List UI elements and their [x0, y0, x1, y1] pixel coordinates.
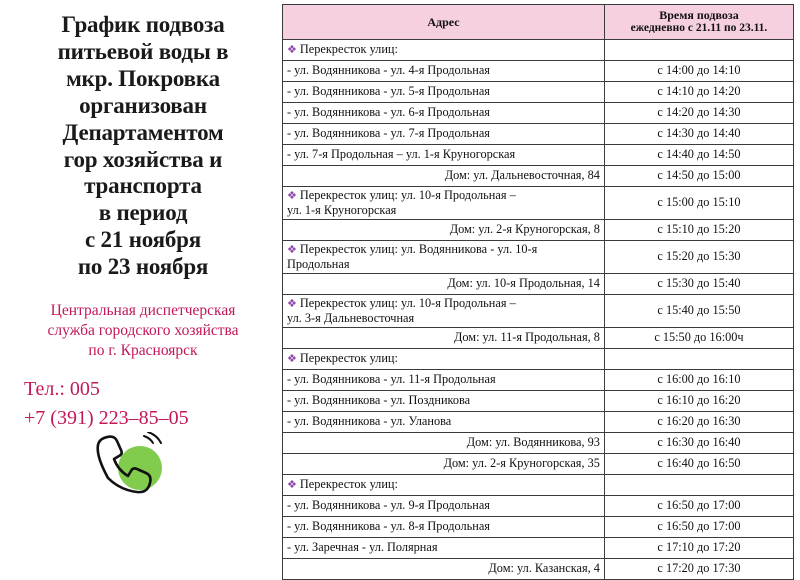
address-cell: - ул. Водянникова - ул. Поздникова — [283, 390, 605, 411]
table-row — [283, 165, 794, 186]
time-cell: с 16:00 до 16:10 — [604, 369, 793, 390]
address-cell: Дом: ул. 2-я Круногорская, 35 — [283, 453, 605, 474]
address-text: Перекресток улиц: — [299, 350, 398, 365]
address-cell: Дом: ул. 11-я Продольная, 8 — [283, 327, 605, 348]
table-row — [283, 219, 794, 240]
address-cell: - ул. Водянникова - ул. 5-я Продольная — [283, 81, 605, 102]
time-cell: с 16:20 до 16:30 — [604, 411, 793, 432]
time-cell: с 16:50 до 17:00 — [604, 516, 793, 537]
address-text-line2: ул. 1-я Круногорская — [287, 202, 397, 217]
table-row — [283, 516, 794, 537]
headline-line: организован — [79, 92, 207, 118]
address-text-line2: Продольная — [287, 256, 350, 271]
time-cell: с 14:30 до 14:40 — [604, 123, 793, 144]
bullet-icon: ❖ — [287, 297, 297, 310]
address-cell: Дом: ул. Дальневосточная, 84 — [283, 165, 605, 186]
table-row — [283, 474, 794, 495]
table-header-row — [283, 5, 794, 40]
page-title — [14, 12, 272, 281]
table-row — [283, 240, 794, 273]
headline-line: с 21 ноября — [84, 227, 201, 253]
address-text: Перекресток улиц: ул. Водянникова - ул. 10-я — [299, 241, 538, 256]
headline-line: транспорта — [84, 173, 202, 199]
headline-line: гор хозяйства и — [63, 146, 223, 172]
table-row — [283, 273, 794, 294]
table-row — [283, 369, 794, 390]
headline-line: Департаментом — [62, 119, 224, 145]
address-text: Перекресток улиц: ул. 10-я Продольная – — [299, 187, 516, 202]
address-cell — [283, 294, 605, 327]
headline-line: График подвоза — [61, 12, 225, 37]
time-cell: с 17:20 до 17:30 — [604, 558, 793, 579]
time-cell: с 14:50 до 15:00 — [604, 165, 793, 186]
address-cell: - ул. Заречная - ул. Полярная — [283, 537, 605, 558]
time-cell: с 14:20 до 14:30 — [604, 102, 793, 123]
time-cell: с 16:50 до 17:00 — [604, 495, 793, 516]
address-cell — [283, 39, 605, 60]
table-row — [283, 348, 794, 369]
table-row — [283, 144, 794, 165]
time-cell: с 16:40 до 16:50 — [604, 453, 793, 474]
time-cell — [604, 39, 793, 60]
address-cell — [283, 474, 605, 495]
address-cell: Дом: ул. Казанская, 4 — [283, 558, 605, 579]
address-cell: - ул. 7-я Продольная – ул. 1-я Круногорская — [283, 144, 605, 165]
address-cell: - ул. Водянникова - ул. 6-я Продольная — [283, 102, 605, 123]
time-cell: с 15:10 до 15:20 — [604, 219, 793, 240]
time-cell: с 15:50 до 16:00ч — [604, 327, 793, 348]
schedule-table — [282, 4, 794, 580]
schedule-panel — [282, 0, 800, 576]
bullet-icon: ❖ — [287, 478, 297, 491]
dispatch-line: по г. Красноярск — [88, 341, 198, 359]
table-row — [283, 186, 794, 219]
address-cell — [283, 348, 605, 369]
column-header-time — [604, 5, 793, 40]
table-row — [283, 327, 794, 348]
address-cell: - ул. Водянникова - ул. Уланова — [283, 411, 605, 432]
time-cell: с 14:10 до 14:20 — [604, 81, 793, 102]
time-cell: с 15:30 до 15:40 — [604, 273, 793, 294]
headline-line: мкр. Покровка — [66, 65, 220, 91]
address-cell: Дом: ул. Водянникова, 93 — [283, 432, 605, 453]
address-text: Перекресток улиц: — [299, 42, 398, 57]
address-cell: - ул. Водянникова - ул. 9-я Продольная — [283, 495, 605, 516]
bullet-icon: ❖ — [287, 243, 297, 256]
dispatch-service-text — [14, 301, 272, 360]
time-cell: с 17:10 до 17:20 — [604, 537, 793, 558]
address-cell: - ул. Водянникова - ул. 4-я Продольная — [283, 60, 605, 81]
table-row — [283, 39, 794, 60]
time-cell: с 15:20 до 15:30 — [604, 240, 793, 273]
time-cell: с 14:00 до 14:10 — [604, 60, 793, 81]
headline-line: питьевой воды в — [57, 38, 229, 64]
time-header-line2: ежедневно с 21.11 по 23.11. — [630, 22, 768, 35]
headline-line: в период — [98, 200, 188, 226]
time-cell: с 16:30 до 16:40 — [604, 432, 793, 453]
address-cell: Дом: ул. 2-я Круногорская, 8 — [283, 219, 605, 240]
table-row — [283, 558, 794, 579]
table-row — [283, 102, 794, 123]
address-text: Перекресток улиц: — [299, 476, 398, 491]
table-row — [283, 411, 794, 432]
time-cell: с 14:40 до 14:50 — [604, 144, 793, 165]
table-row — [283, 294, 794, 327]
table-row — [283, 390, 794, 411]
time-cell: с 15:00 до 15:10 — [604, 186, 793, 219]
bullet-icon: ❖ — [287, 352, 297, 365]
table-row — [283, 495, 794, 516]
contact-phones — [14, 375, 272, 433]
address-cell — [283, 186, 605, 219]
headline-line: по 23 ноября — [77, 254, 209, 280]
schedule-table-body — [283, 39, 794, 579]
address-cell: - ул. Водянникова - ул. 7-я Продольная — [283, 123, 605, 144]
address-cell — [283, 240, 605, 273]
time-cell — [604, 348, 793, 369]
address-text-line2: ул. 3-я Дальневосточная — [287, 310, 415, 325]
table-row — [283, 432, 794, 453]
table-row — [283, 453, 794, 474]
time-cell: с 15:40 до 15:50 — [604, 294, 793, 327]
time-header-line1: Время подвоза — [659, 8, 739, 22]
info-panel — [0, 0, 282, 498]
address-cell: - ул. Водянникова - ул. 11-я Продольная — [283, 369, 605, 390]
address-cell: Дом: ул. 10-я Продольная, 14 — [283, 273, 605, 294]
table-row — [283, 537, 794, 558]
table-row — [283, 123, 794, 144]
phone-icon — [96, 432, 166, 494]
time-cell — [604, 474, 793, 495]
table-row — [283, 81, 794, 102]
bullet-icon: ❖ — [287, 189, 297, 202]
dispatch-line: Центральная диспетчерская — [50, 302, 236, 320]
column-header-address: Адрес — [283, 5, 605, 40]
table-row — [283, 60, 794, 81]
bullet-icon: ❖ — [287, 44, 297, 57]
dispatch-line: служба городского хозяйства — [47, 321, 239, 339]
address-text: Перекресток улиц: ул. 10-я Продольная – — [299, 295, 516, 310]
phone-line: +7 (391) 223–85–05 — [24, 406, 189, 429]
phone-line: Тел.: 005 — [24, 377, 100, 400]
address-cell: - ул. Водянникова - ул. 8-я Продольная — [283, 516, 605, 537]
time-cell: с 16:10 до 16:20 — [604, 390, 793, 411]
